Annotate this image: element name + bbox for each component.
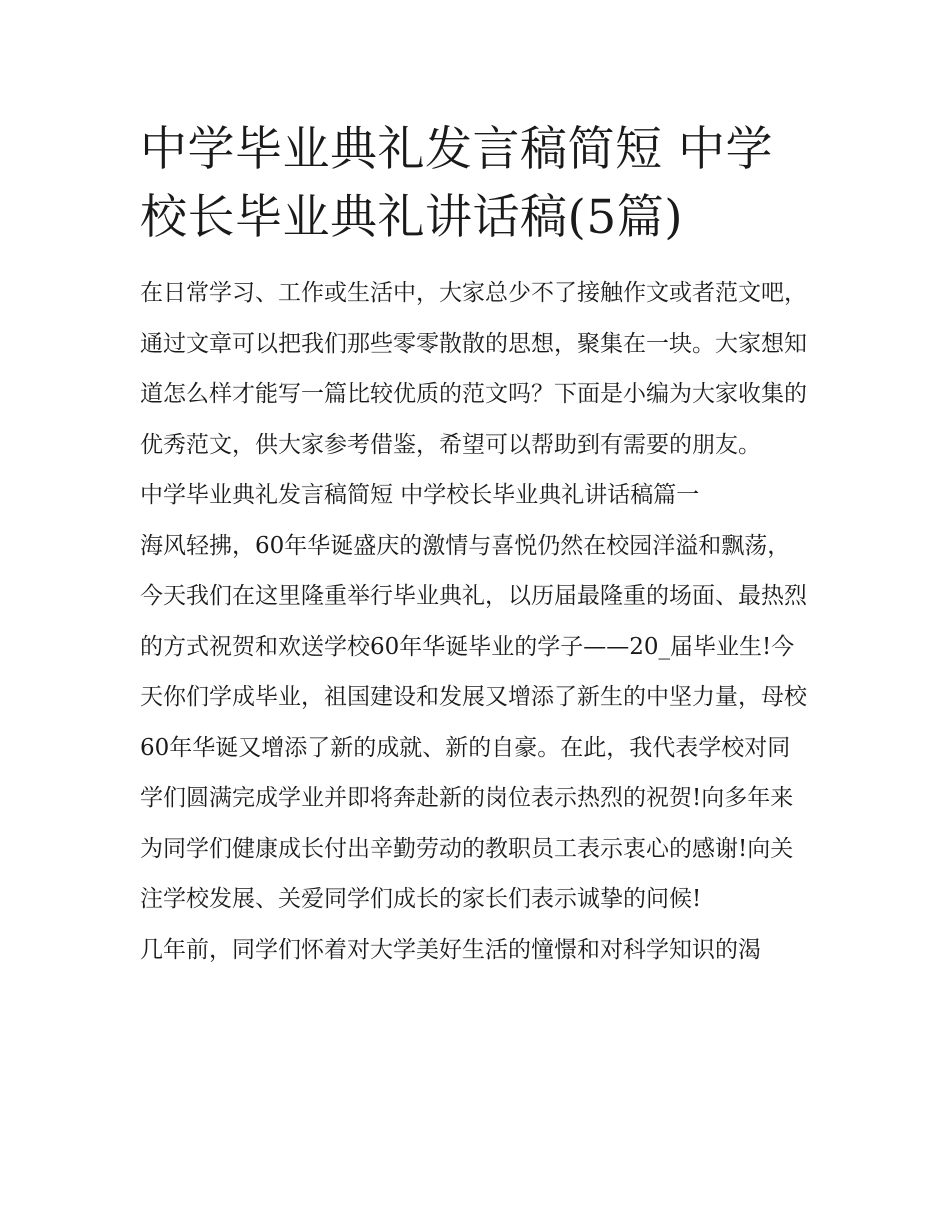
speech-paragraph: 海风轻拂，60年华诞盛庆的激情与喜悦仍然在校园洋溢和飘荡，今天我们在这里隆重举行毕业典礼，以历届最隆重的场面、最热烈的方式祝贺和欢送学校60年华诞毕业的学子——20_届毕业生!今天你们学成毕业，祖国建设和发展又增添了新生的中坚力量，母校60年华诞又增添了新的成就、新的自豪。在此，我代表学校对同学们圆满完成学业并即将奔赴新的岗位表示热烈的祝贺!向多年来为同学们健康成长付出辛勤劳动的教职员工表示衷心的感谢!向关注学校发展、关爱同学们成长的家长们表示诚挚的问候! [140, 532, 807, 912]
document-page [140, 116, 812, 975]
document-title: 中学毕业典礼发言稿简短 中学校长毕业典礼讲话稿(5篇) [140, 122, 773, 245]
intro-paragraph: 在日常学习、工作或生活中，大家总少不了接触作文或者范文吧，通过文章可以把我们那些零零散散的思想，聚集在一块。大家想知道怎么样才能写一篇比较优质的范文吗？下面是小编为大家收集的优秀范文，供大家参考借鉴，希望可以帮助到有需要的朋友。 [140, 280, 807, 458]
section-heading: 中学毕业典礼发言稿简短 中学校长毕业典礼讲话稿篇一 [140, 482, 700, 508]
document-body [140, 268, 812, 975]
speech-paragraph-continued: 几年前，同学们怀着对大学美好生活的憧憬和对科学知识的渴 [140, 936, 761, 963]
